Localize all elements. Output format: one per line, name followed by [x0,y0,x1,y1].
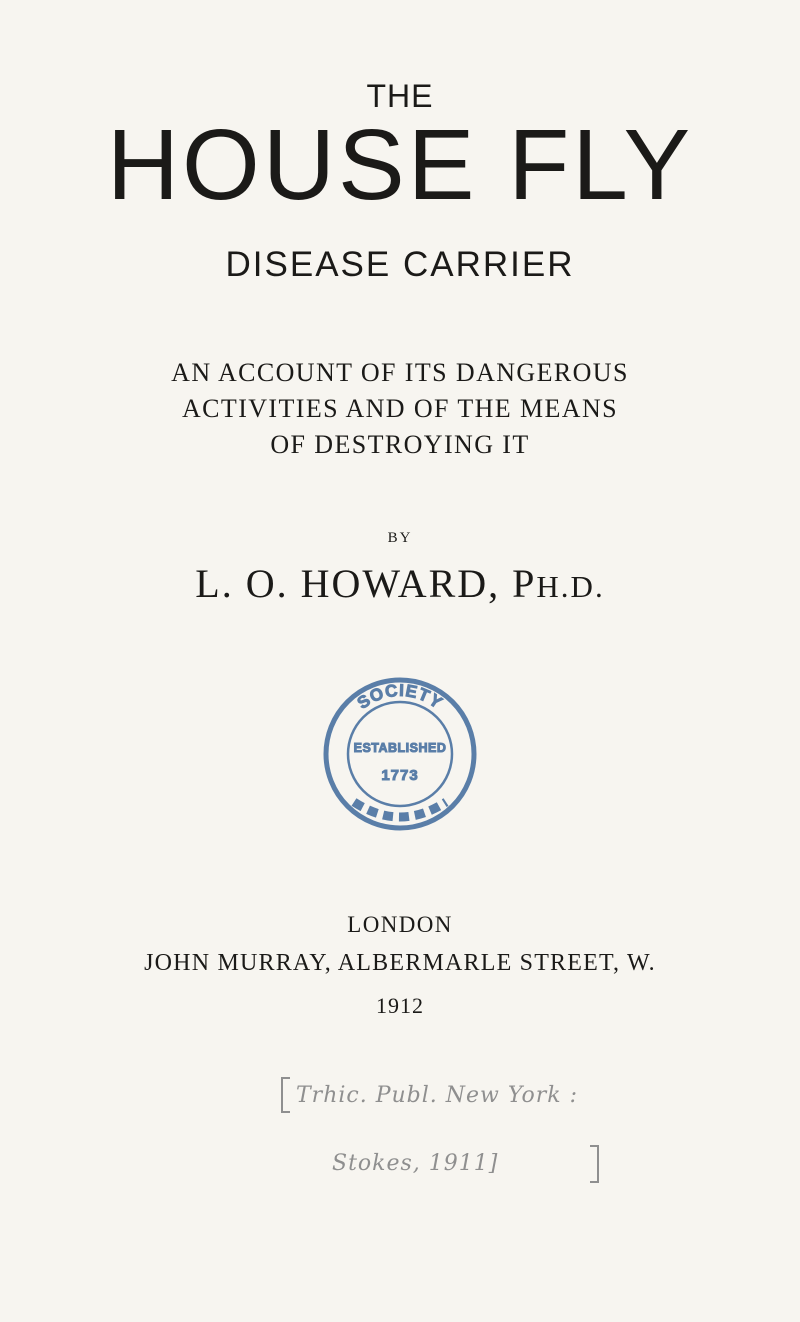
title-prefix: THE [366,78,434,114]
author [0,560,800,607]
author-degree-rest: H.D. [536,569,605,604]
author-name: L. O. HOWARD, [195,561,513,606]
note-line-2: Stokes, 1911] [332,1151,499,1176]
note-line-1: Trhic. Publ. New York : [296,1083,578,1108]
publisher: JOHN MURRAY, ALBERMARLE STREET, W. [144,950,656,976]
description-line-1: AN ACCOUNT OF ITS DANGEROUS [171,358,629,387]
author-degree-initial: P [512,561,537,606]
handwritten-pencil-note [260,1050,640,1190]
book-title: HOUSE FLY [106,109,694,221]
description-line-3: OF DESTROYING IT [270,430,530,459]
note-open-bracket [282,1078,290,1112]
note-close-bracket [590,1146,598,1182]
stamp-top-text: SOCIETY [353,680,447,713]
publication-place: LONDON [347,912,453,937]
by-label: BY [387,530,413,546]
description-line-2: ACTIVITIES AND OF THE MEANS [182,394,618,423]
book-subtitle: DISEASE CARRIER [225,245,575,284]
library-stamp [320,672,480,832]
stamp-middle-text: ESTABLISHED [353,741,447,755]
stamp-bottom-border [354,802,446,817]
publication-year: 1912 [376,993,424,1018]
book-description [0,355,800,463]
stamp-year-text: 1773 [381,767,419,784]
